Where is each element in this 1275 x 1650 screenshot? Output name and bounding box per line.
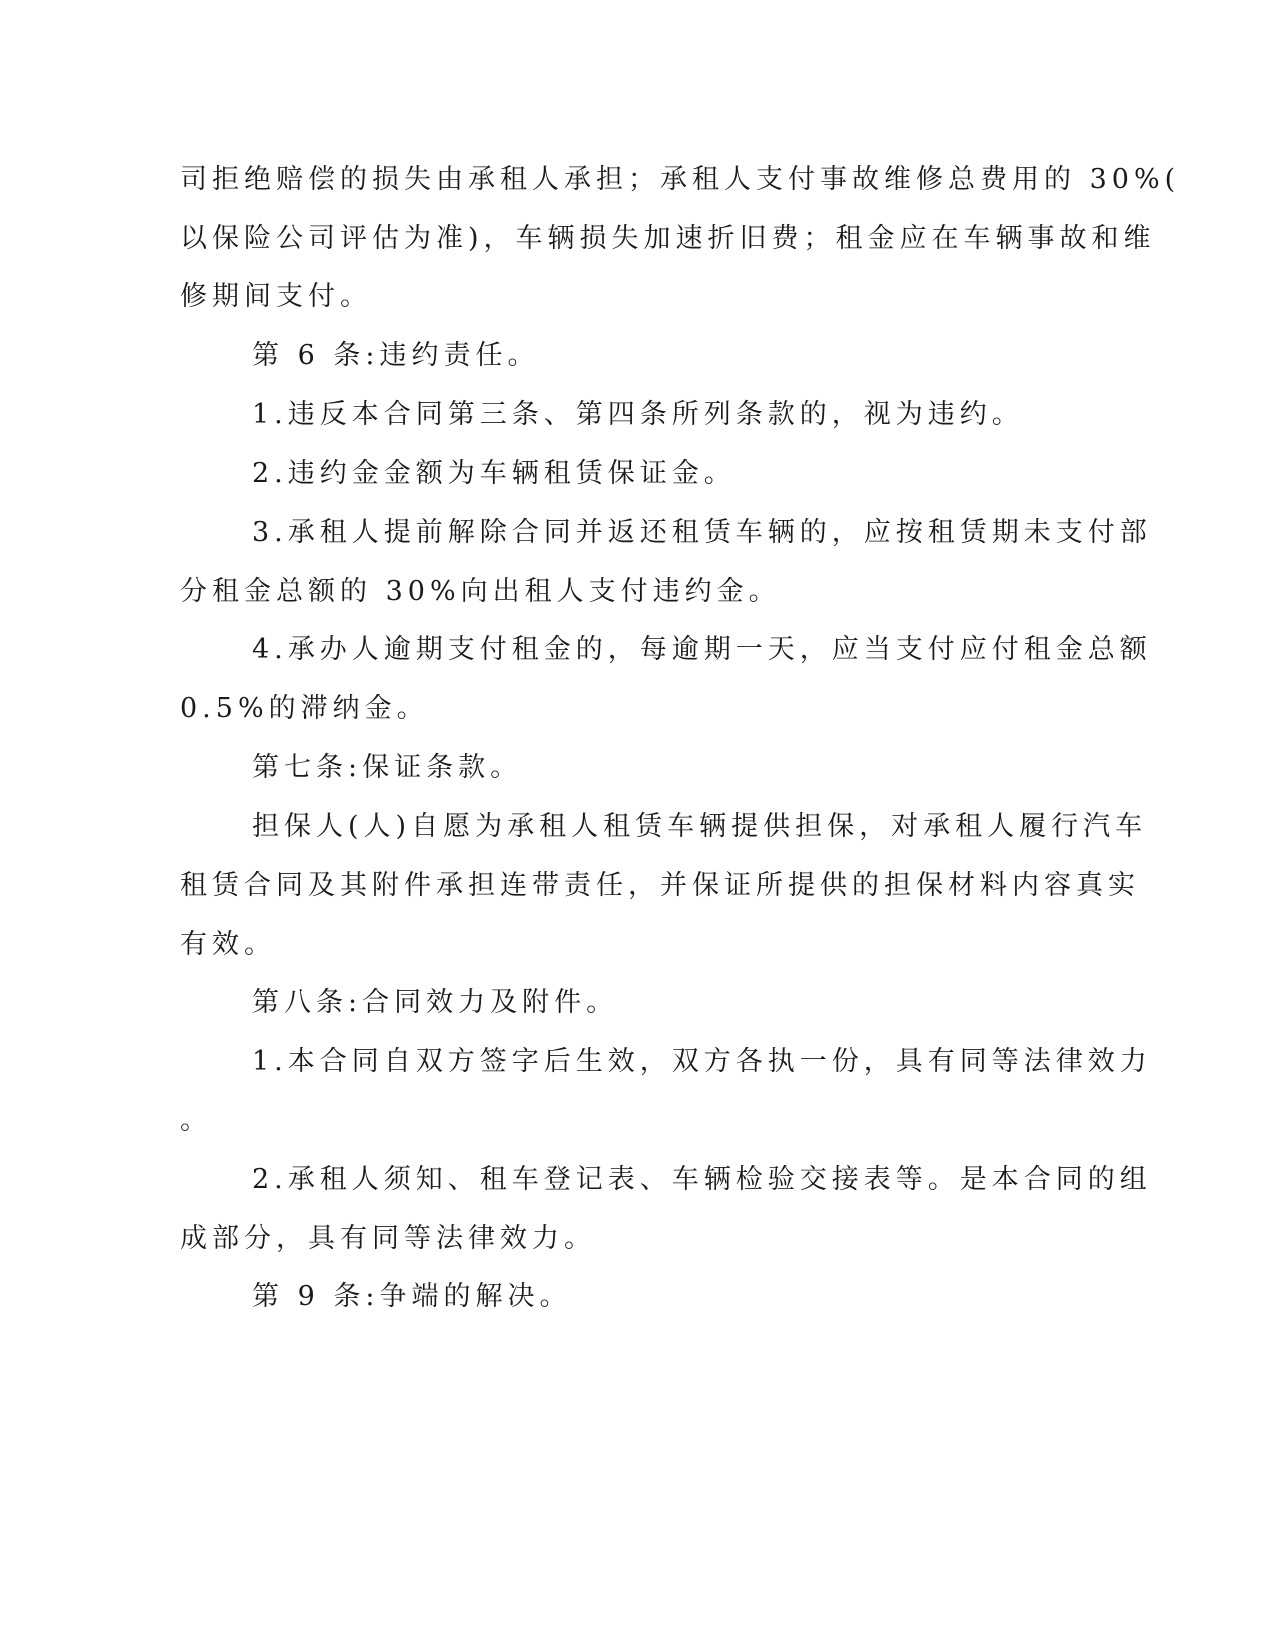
- text-line: 以保险公司评估为准)，车辆损失加速折旧费；租金应在车辆事故和维: [180, 223, 1156, 254]
- article-heading: 第七条:保证条款。: [252, 752, 523, 783]
- article-heading: 第 9 条:争端的解决。: [252, 1281, 572, 1312]
- text-line: 3.承租人提前解除合同并返还租赁车辆的，应按租赁期未支付部: [252, 517, 1152, 548]
- text-line: 有效。: [180, 929, 276, 960]
- text-line: 1.违反本合同第三条、第四条所列条款的，视为违约。: [252, 399, 1024, 430]
- text-line: 。: [180, 1105, 212, 1136]
- text-line: 分租金总额的 30%向出租人支付违约金。: [180, 576, 781, 607]
- text-line: 2.承租人须知、租车登记表、车辆检验交接表等。是本合同的组: [252, 1164, 1152, 1195]
- text-line: 1.本合同自双方签字后生效，双方各执一份，具有同等法律效力: [252, 1046, 1152, 1077]
- text-line: 2.违约金金额为车辆租赁保证金。: [252, 458, 736, 489]
- text-line: 4.承办人逾期支付租金的，每逾期一天，应当支付应付租金总额: [252, 634, 1152, 665]
- text-line: 担保人(人)自愿为承租人租赁车辆提供担保，对承租人履行汽车: [252, 811, 1148, 842]
- text-line: 司拒绝赔偿的损失由承租人承担；承租人支付事故维修总费用的 30%(: [180, 164, 1181, 195]
- text-line: 租赁合同及其附件承担连带责任，并保证所提供的担保材料内容真实: [180, 870, 1140, 901]
- article-heading: 第八条:合同效力及附件。: [252, 987, 619, 1018]
- article-heading: 第 6 条:违约责任。: [252, 340, 540, 371]
- text-line: 成部分，具有同等法律效力。: [180, 1223, 596, 1254]
- text-line: 0.5%的滞纳金。: [180, 693, 429, 724]
- text-line: 修期间支付。: [180, 281, 372, 312]
